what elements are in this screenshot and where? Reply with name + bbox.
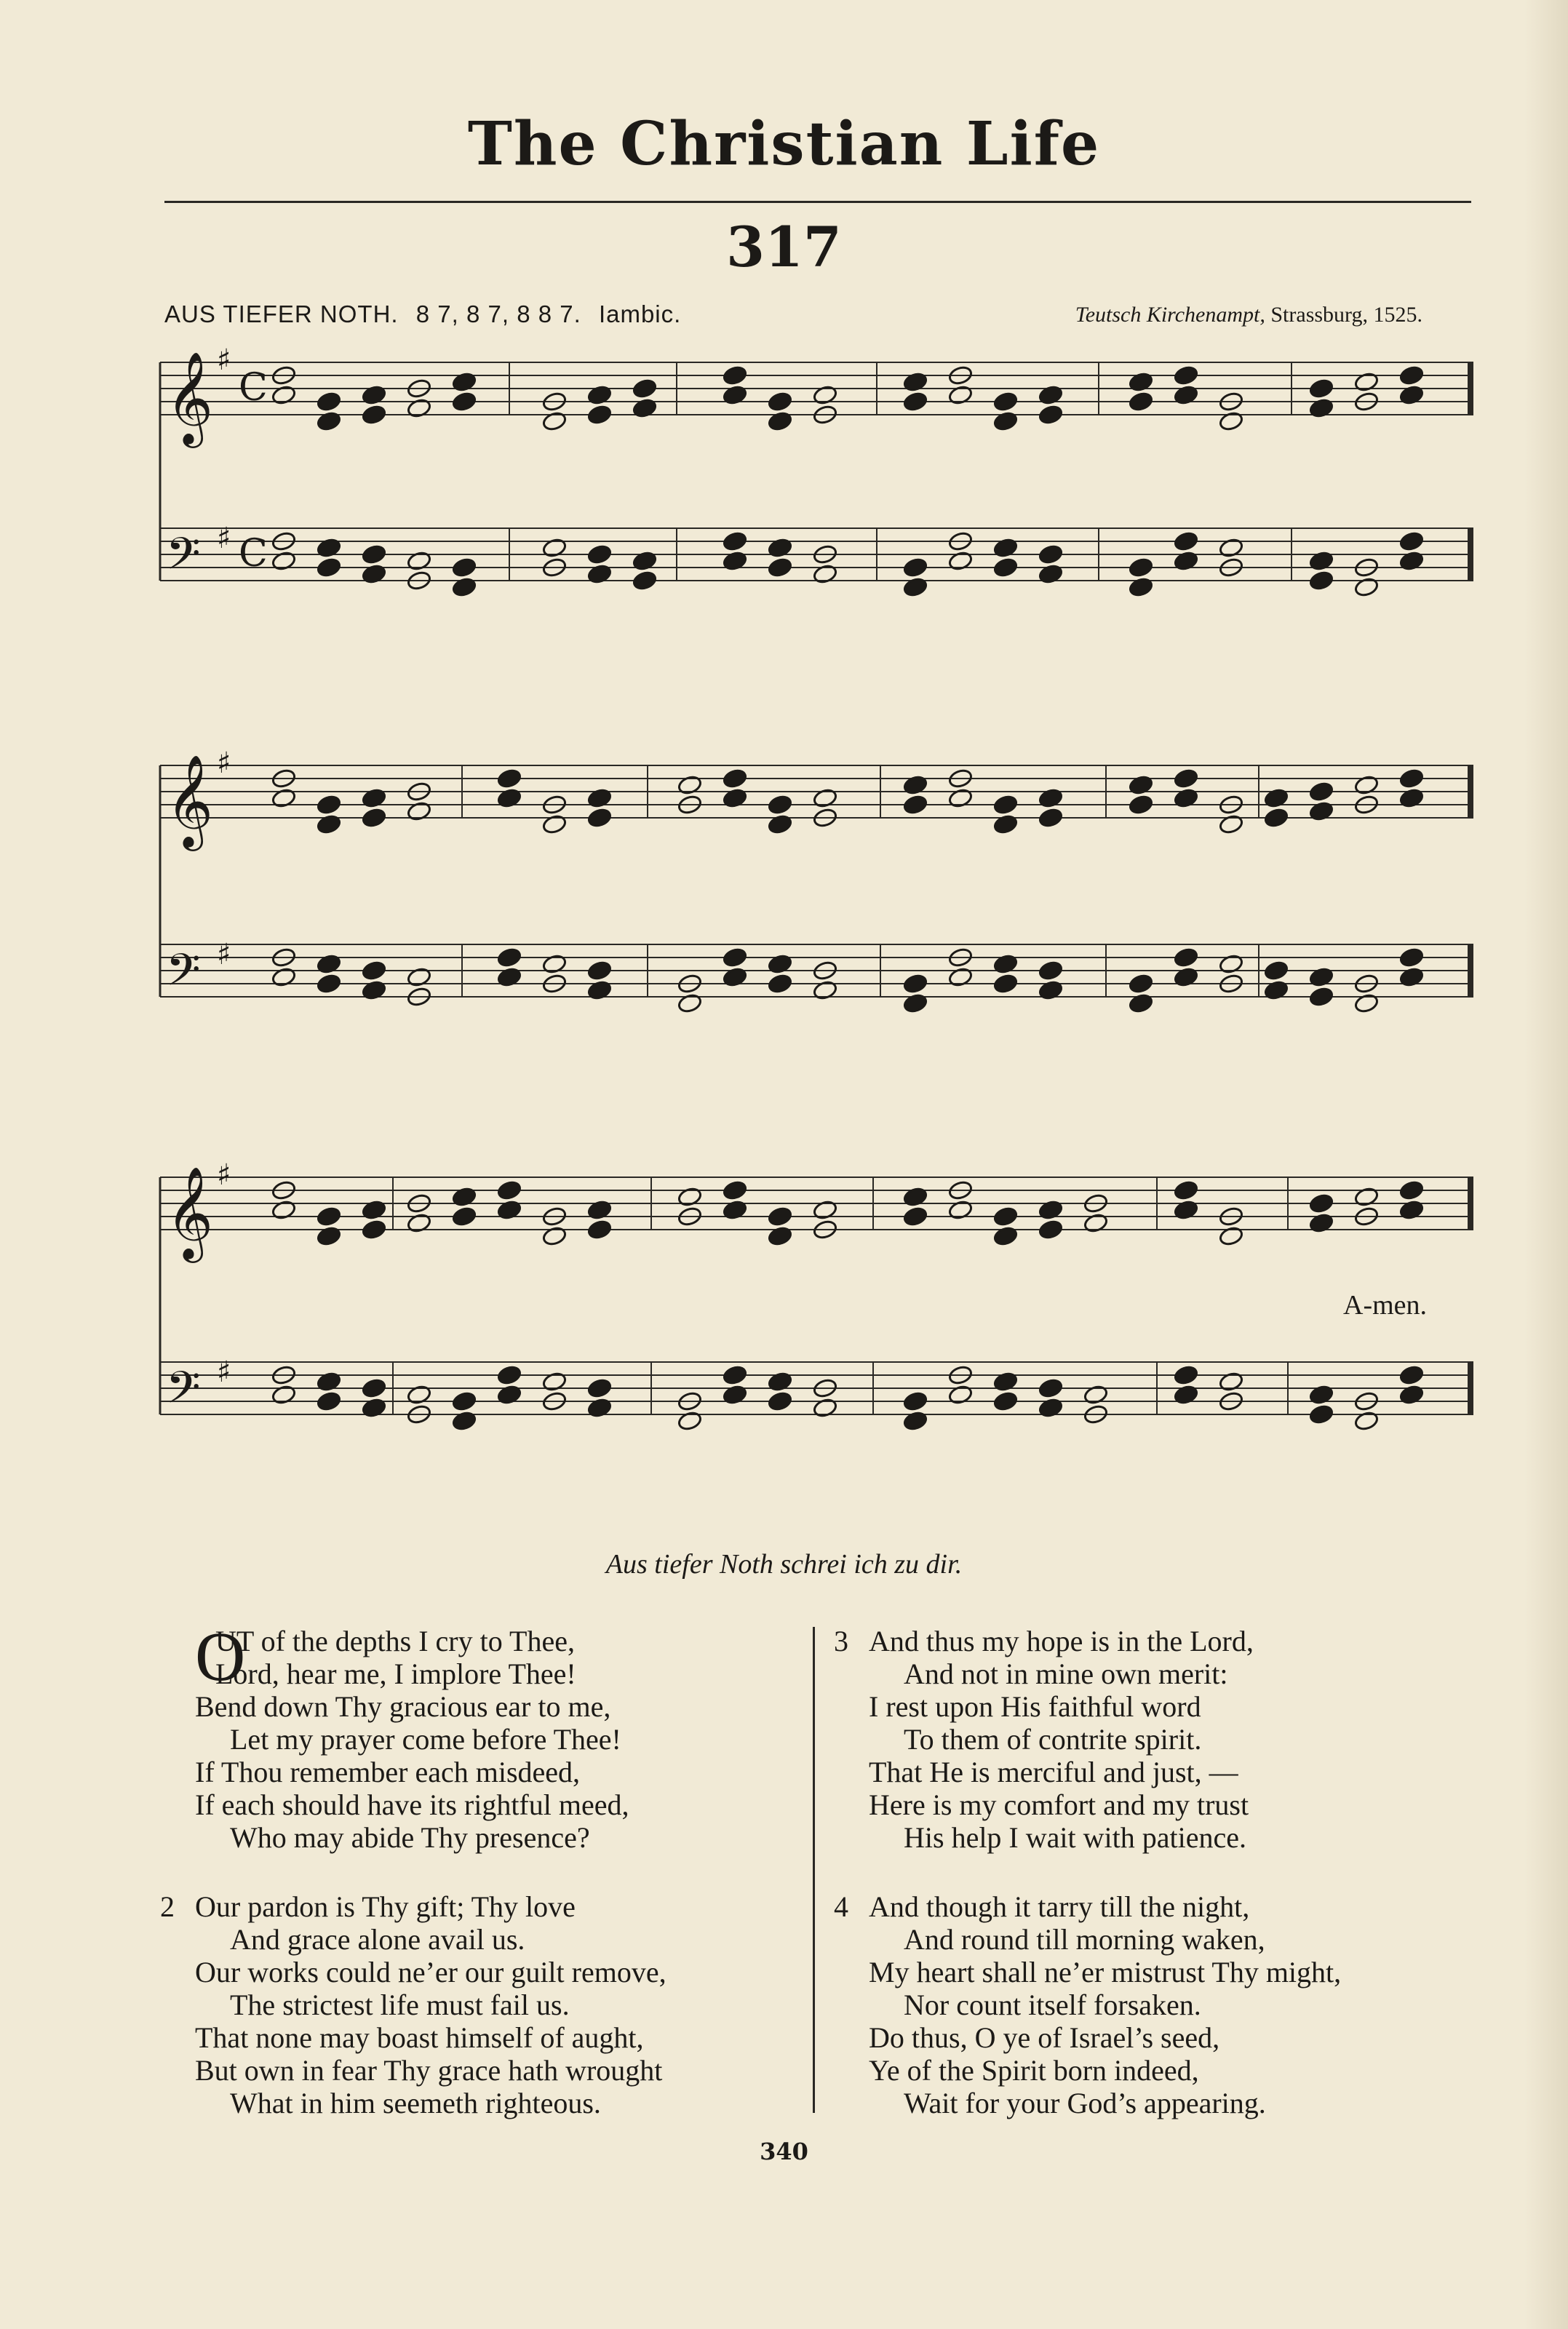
note-head xyxy=(496,1179,522,1201)
note-head xyxy=(316,391,341,412)
note-head xyxy=(1308,1404,1334,1425)
music-systems xyxy=(160,343,1473,1432)
verse-line: To them of contrite spirit. xyxy=(904,1723,1202,1756)
note-head xyxy=(992,953,1018,974)
note-head xyxy=(632,570,657,591)
note-head xyxy=(812,787,837,808)
note-head xyxy=(451,371,477,392)
note-head xyxy=(722,787,747,808)
page-number: 340 xyxy=(760,2138,808,2165)
verse-line: Here is my comfort and my trust xyxy=(869,1788,1249,1821)
note-head xyxy=(316,537,341,558)
note-head xyxy=(1308,800,1334,821)
final-bar-line xyxy=(1468,362,1473,415)
section-title: The Christian Life xyxy=(467,109,1101,179)
verse-line: His help I wait with patience. xyxy=(904,1821,1246,1854)
note-head xyxy=(361,1219,386,1240)
note-head xyxy=(1398,1179,1424,1201)
verse-line: My heart shall ne’er mistrust Thy might, xyxy=(869,1956,1342,1988)
note-head xyxy=(406,1212,431,1233)
amen-lyric: A-men. xyxy=(1343,1290,1428,1321)
note-head xyxy=(316,1390,341,1412)
source-title: Teutsch Kirchenampt, xyxy=(1075,303,1265,327)
note-head xyxy=(541,410,567,431)
note-head xyxy=(632,550,657,571)
note-head xyxy=(586,1219,612,1240)
verse-line: And grace alone avail us. xyxy=(230,1923,525,1956)
verse-3 xyxy=(834,1625,1511,1854)
note-head xyxy=(812,1199,837,1220)
note-head xyxy=(586,384,612,405)
note-head xyxy=(451,576,477,597)
verse-line: That He is merciful and just, — xyxy=(869,1756,1238,1788)
note-head xyxy=(361,960,386,981)
note-head xyxy=(406,550,431,571)
note-head xyxy=(586,1397,612,1418)
verse-line: 2 Our pardon is Thy gift; Thy love xyxy=(160,1890,576,1923)
note-head xyxy=(1173,365,1198,386)
note-head xyxy=(1173,550,1198,571)
note-head xyxy=(451,1390,477,1412)
note-head xyxy=(1218,537,1243,558)
column-divider xyxy=(813,1627,815,2113)
note-head xyxy=(316,813,341,835)
note-head xyxy=(812,1397,837,1418)
note-head xyxy=(271,966,296,987)
verse-line: Ye of the Spirit born indeed, xyxy=(869,2054,1199,2087)
note-head xyxy=(1173,966,1198,987)
note-head xyxy=(361,563,386,584)
note-head xyxy=(1173,947,1198,968)
note-head xyxy=(1263,787,1289,808)
note-head xyxy=(947,966,973,987)
note-head xyxy=(1308,550,1334,571)
verse-line: 3 And thus my hope is in the Lord, xyxy=(834,1625,1254,1657)
note-head xyxy=(1173,1179,1198,1201)
note-head xyxy=(992,391,1018,412)
final-bar-line xyxy=(1468,944,1473,997)
note-head xyxy=(1173,1199,1198,1220)
note-head xyxy=(586,544,612,565)
note-head xyxy=(1398,365,1424,386)
note-head xyxy=(992,1371,1018,1392)
note-head xyxy=(1038,1219,1063,1240)
bass-clef-icon: 𝄢 xyxy=(166,944,201,1007)
note-head xyxy=(677,1410,702,1431)
verse-line: UT of the depths I cry to Thee, xyxy=(215,1625,575,1657)
note-head xyxy=(1083,1384,1108,1405)
note-head xyxy=(722,1384,747,1405)
note-head xyxy=(767,1371,792,1392)
verse-1 xyxy=(157,1617,812,1854)
note-head xyxy=(1398,787,1424,808)
note-head xyxy=(722,384,747,405)
common-time-icon: C xyxy=(239,532,268,576)
note-head xyxy=(812,979,837,1000)
bass-clef-icon: 𝄢 xyxy=(166,528,201,591)
verse-line: But own in fear Thy grace hath wrought xyxy=(195,2054,663,2087)
note-head xyxy=(361,384,386,405)
note-head xyxy=(767,1390,792,1412)
note-head xyxy=(722,365,747,386)
treble-clef-icon: 𝄞 xyxy=(166,754,214,847)
note-head xyxy=(722,966,747,987)
note-head xyxy=(451,1410,477,1431)
note-head xyxy=(586,787,612,808)
verse-4 xyxy=(834,1890,1511,2119)
note-head xyxy=(1263,960,1289,981)
verses-right-column xyxy=(834,1625,1511,2156)
note-head xyxy=(812,563,837,584)
note-head xyxy=(767,410,792,431)
verse-line: If each should have its rightful meed, xyxy=(195,1788,629,1821)
note-head xyxy=(767,1225,792,1246)
note-head xyxy=(1128,576,1153,597)
note-head xyxy=(586,1199,612,1220)
treble-clef-icon: 𝄞 xyxy=(166,1166,214,1259)
note-head xyxy=(361,787,386,808)
note-head xyxy=(541,1371,567,1392)
note-head xyxy=(1398,1199,1424,1220)
note-head xyxy=(586,979,612,1000)
note-head xyxy=(1398,947,1424,968)
note-head xyxy=(541,537,567,558)
note-head xyxy=(1218,953,1243,974)
note-head xyxy=(947,787,973,808)
note-head xyxy=(1308,1212,1334,1233)
note-head xyxy=(1128,557,1153,578)
note-head xyxy=(1308,986,1334,1007)
note-head xyxy=(902,973,928,994)
note-head xyxy=(722,1199,747,1220)
note-head xyxy=(902,557,928,578)
verse-line: Who may abide Thy presence? xyxy=(230,1821,590,1854)
note-head xyxy=(496,966,522,987)
note-head xyxy=(1218,813,1243,835)
note-head xyxy=(1353,576,1379,597)
verse-line: If Thou remember each misdeed, xyxy=(195,1756,581,1788)
note-head xyxy=(586,807,612,828)
note-head xyxy=(316,1206,341,1227)
note-head xyxy=(992,410,1018,431)
note-head xyxy=(992,557,1018,578)
note-head xyxy=(1038,1199,1063,1220)
note-head xyxy=(1398,768,1424,789)
note-head xyxy=(677,992,702,1014)
first-line-caption: Aus tiefer Noth schrei ich zu dir. xyxy=(605,1549,963,1580)
note-head xyxy=(541,1225,567,1246)
verse-number: 4 xyxy=(834,1890,848,1923)
note-head xyxy=(902,576,928,597)
source-place-year: Strassburg, 1525. xyxy=(1270,303,1422,327)
note-head xyxy=(316,794,341,815)
key-signature-sharp-icon: ♯ xyxy=(217,746,231,780)
note-head xyxy=(1353,1410,1379,1431)
final-bar-line xyxy=(1468,1362,1473,1414)
final-bar-line xyxy=(1468,528,1473,581)
note-head xyxy=(1398,384,1424,405)
note-head xyxy=(992,537,1018,558)
note-head xyxy=(1128,992,1153,1014)
note-head xyxy=(496,1364,522,1385)
note-head xyxy=(316,1225,341,1246)
note-head xyxy=(1038,979,1063,1000)
note-head xyxy=(1353,992,1379,1014)
note-head xyxy=(902,1410,928,1431)
note-head xyxy=(361,1199,386,1220)
note-head xyxy=(992,1225,1018,1246)
note-head xyxy=(496,768,522,789)
verse-line: That none may boast himself of aught, xyxy=(195,2021,644,2054)
note-head xyxy=(632,397,657,418)
note-head xyxy=(271,1384,296,1405)
note-head xyxy=(1398,1364,1424,1385)
note-head xyxy=(767,813,792,835)
note-head xyxy=(1038,960,1063,981)
note-head xyxy=(1218,1371,1243,1392)
note-head xyxy=(361,1377,386,1398)
note-head xyxy=(722,530,747,552)
verse-line: 4 And though it tarry till the night, xyxy=(834,1890,1250,1923)
rhythm: Iambic. xyxy=(598,300,682,327)
note-head xyxy=(902,371,928,392)
note-head xyxy=(361,544,386,565)
note-head xyxy=(1173,530,1198,552)
note-head xyxy=(767,1206,792,1227)
note-head xyxy=(767,953,792,974)
note-head xyxy=(451,557,477,578)
note-head xyxy=(496,947,522,968)
note-head xyxy=(586,404,612,425)
note-head xyxy=(1308,1193,1334,1214)
note-head xyxy=(361,979,386,1000)
note-head xyxy=(316,973,341,994)
note-head xyxy=(1173,384,1198,405)
note-head xyxy=(722,1179,747,1201)
note-head xyxy=(451,1186,477,1207)
verse-line: Bend down Thy gracious ear to me, xyxy=(195,1690,611,1723)
note-head xyxy=(902,1186,928,1207)
note-head xyxy=(1173,768,1198,789)
note-head xyxy=(767,557,792,578)
verses-left-column xyxy=(157,1617,812,2156)
verse-line: Wait for your God’s appearing. xyxy=(904,2087,1266,2119)
note-head xyxy=(271,1199,296,1220)
note-head xyxy=(271,787,296,808)
note-head xyxy=(1128,794,1153,815)
note-head xyxy=(992,1390,1018,1412)
note-head xyxy=(316,953,341,974)
key-signature-sharp-icon: ♯ xyxy=(217,522,231,555)
note-head xyxy=(902,1206,928,1227)
note-head xyxy=(361,807,386,828)
final-bar-line xyxy=(1468,765,1473,818)
note-head xyxy=(586,1377,612,1398)
note-head xyxy=(992,794,1018,815)
note-head xyxy=(902,391,928,412)
note-head xyxy=(1038,787,1063,808)
note-head xyxy=(1128,973,1153,994)
note-head xyxy=(1128,391,1153,412)
verse-line: I rest upon His faithful word xyxy=(869,1690,1201,1723)
verse-number: 3 xyxy=(834,1625,848,1657)
verse-line: And not in mine own merit: xyxy=(904,1657,1228,1690)
note-head xyxy=(1128,371,1153,392)
note-head xyxy=(767,537,792,558)
note-head xyxy=(947,550,973,571)
note-head xyxy=(902,992,928,1014)
note-head xyxy=(496,1384,522,1405)
note-head xyxy=(1398,530,1424,552)
note-head xyxy=(812,384,837,405)
verse-line: And round till morning waken, xyxy=(904,1923,1265,1956)
note-head xyxy=(406,966,431,987)
note-head xyxy=(992,1206,1018,1227)
note-head xyxy=(1398,550,1424,571)
verse-line: Do thus, O ye of Israel’s seed, xyxy=(869,2021,1220,2054)
note-head xyxy=(902,1390,928,1412)
note-head xyxy=(722,768,747,789)
verse-line: Lord, hear me, I implore Thee! xyxy=(215,1657,576,1690)
verse-line: What in him seemeth righteous. xyxy=(230,2087,601,2119)
note-head xyxy=(496,1199,522,1220)
note-head xyxy=(1038,384,1063,405)
note-head xyxy=(1128,774,1153,795)
note-head xyxy=(1038,807,1063,828)
note-head xyxy=(1038,1397,1063,1418)
note-head xyxy=(496,787,522,808)
note-head xyxy=(947,1384,973,1405)
note-head xyxy=(1308,1384,1334,1405)
note-head xyxy=(1308,570,1334,591)
common-time-icon: C xyxy=(239,366,268,410)
note-head xyxy=(406,800,431,821)
note-head xyxy=(541,813,567,835)
note-head xyxy=(1218,1225,1243,1246)
note-head xyxy=(902,774,928,795)
verse-number: 2 xyxy=(160,1890,175,1923)
note-head xyxy=(316,1371,341,1392)
key-signature-sharp-icon: ♯ xyxy=(217,343,231,377)
note-head xyxy=(902,794,928,815)
key-signature-sharp-icon: ♯ xyxy=(217,1355,231,1389)
note-head xyxy=(1308,378,1334,399)
note-head xyxy=(947,384,973,405)
drop-cap: O xyxy=(195,1617,246,1695)
note-head xyxy=(1308,781,1334,802)
note-head xyxy=(361,404,386,425)
note-head xyxy=(1263,979,1289,1000)
note-head xyxy=(1038,404,1063,425)
note-head xyxy=(1038,563,1063,584)
verse-line: Our works could ne’er our guilt remove, xyxy=(195,1956,666,1988)
note-head xyxy=(1353,371,1379,392)
note-head xyxy=(406,397,431,418)
tune-name: AUS TIEFER NOTH. xyxy=(164,300,399,327)
note-head xyxy=(406,1384,431,1405)
bass-clef-icon: 𝄢 xyxy=(166,1362,201,1425)
note-head xyxy=(451,1206,477,1227)
note-head xyxy=(1038,1377,1063,1398)
note-head xyxy=(451,391,477,412)
note-head xyxy=(992,973,1018,994)
note-head xyxy=(632,378,657,399)
treble-clef-icon: 𝄞 xyxy=(166,351,214,444)
meter: 8 7, 8 7, 8 8 7. xyxy=(415,300,581,327)
note-head xyxy=(361,1397,386,1418)
note-head xyxy=(1263,807,1289,828)
note-head xyxy=(1083,1212,1108,1233)
note-head xyxy=(767,391,792,412)
note-head xyxy=(586,960,612,981)
note-head xyxy=(271,384,296,405)
note-head xyxy=(316,410,341,431)
note-head xyxy=(1353,774,1379,795)
note-head xyxy=(722,947,747,968)
hymn-number: 317 xyxy=(726,215,842,279)
note-head xyxy=(1308,966,1334,987)
note-head xyxy=(541,953,567,974)
note-head xyxy=(1173,1384,1198,1405)
verse-2 xyxy=(157,1890,812,2119)
note-head xyxy=(316,557,341,578)
note-head xyxy=(722,550,747,571)
note-head xyxy=(767,794,792,815)
note-head xyxy=(586,563,612,584)
key-signature-sharp-icon: ♯ xyxy=(217,1158,231,1192)
key-signature-sharp-icon: ♯ xyxy=(217,938,231,971)
note-head xyxy=(1173,1364,1198,1385)
verse-line: Nor count itself forsaken. xyxy=(904,1988,1201,2021)
note-head xyxy=(1308,397,1334,418)
note-head xyxy=(767,973,792,994)
note-head xyxy=(1038,544,1063,565)
verse-1-opening xyxy=(157,1617,812,1695)
note-head xyxy=(1218,410,1243,431)
note-head xyxy=(271,550,296,571)
note-head xyxy=(947,1199,973,1220)
verse-line: Let my prayer come before Thee! xyxy=(230,1723,621,1756)
note-head xyxy=(1173,787,1198,808)
note-head xyxy=(677,1186,702,1207)
verse-line: The strictest life must fail us. xyxy=(230,1988,570,2021)
note-head xyxy=(1398,966,1424,987)
final-bar-line xyxy=(1468,1177,1473,1230)
note-head xyxy=(1398,1384,1424,1405)
note-head xyxy=(722,1364,747,1385)
note-head xyxy=(992,813,1018,835)
note-head xyxy=(677,774,702,795)
note-head xyxy=(1353,1186,1379,1207)
